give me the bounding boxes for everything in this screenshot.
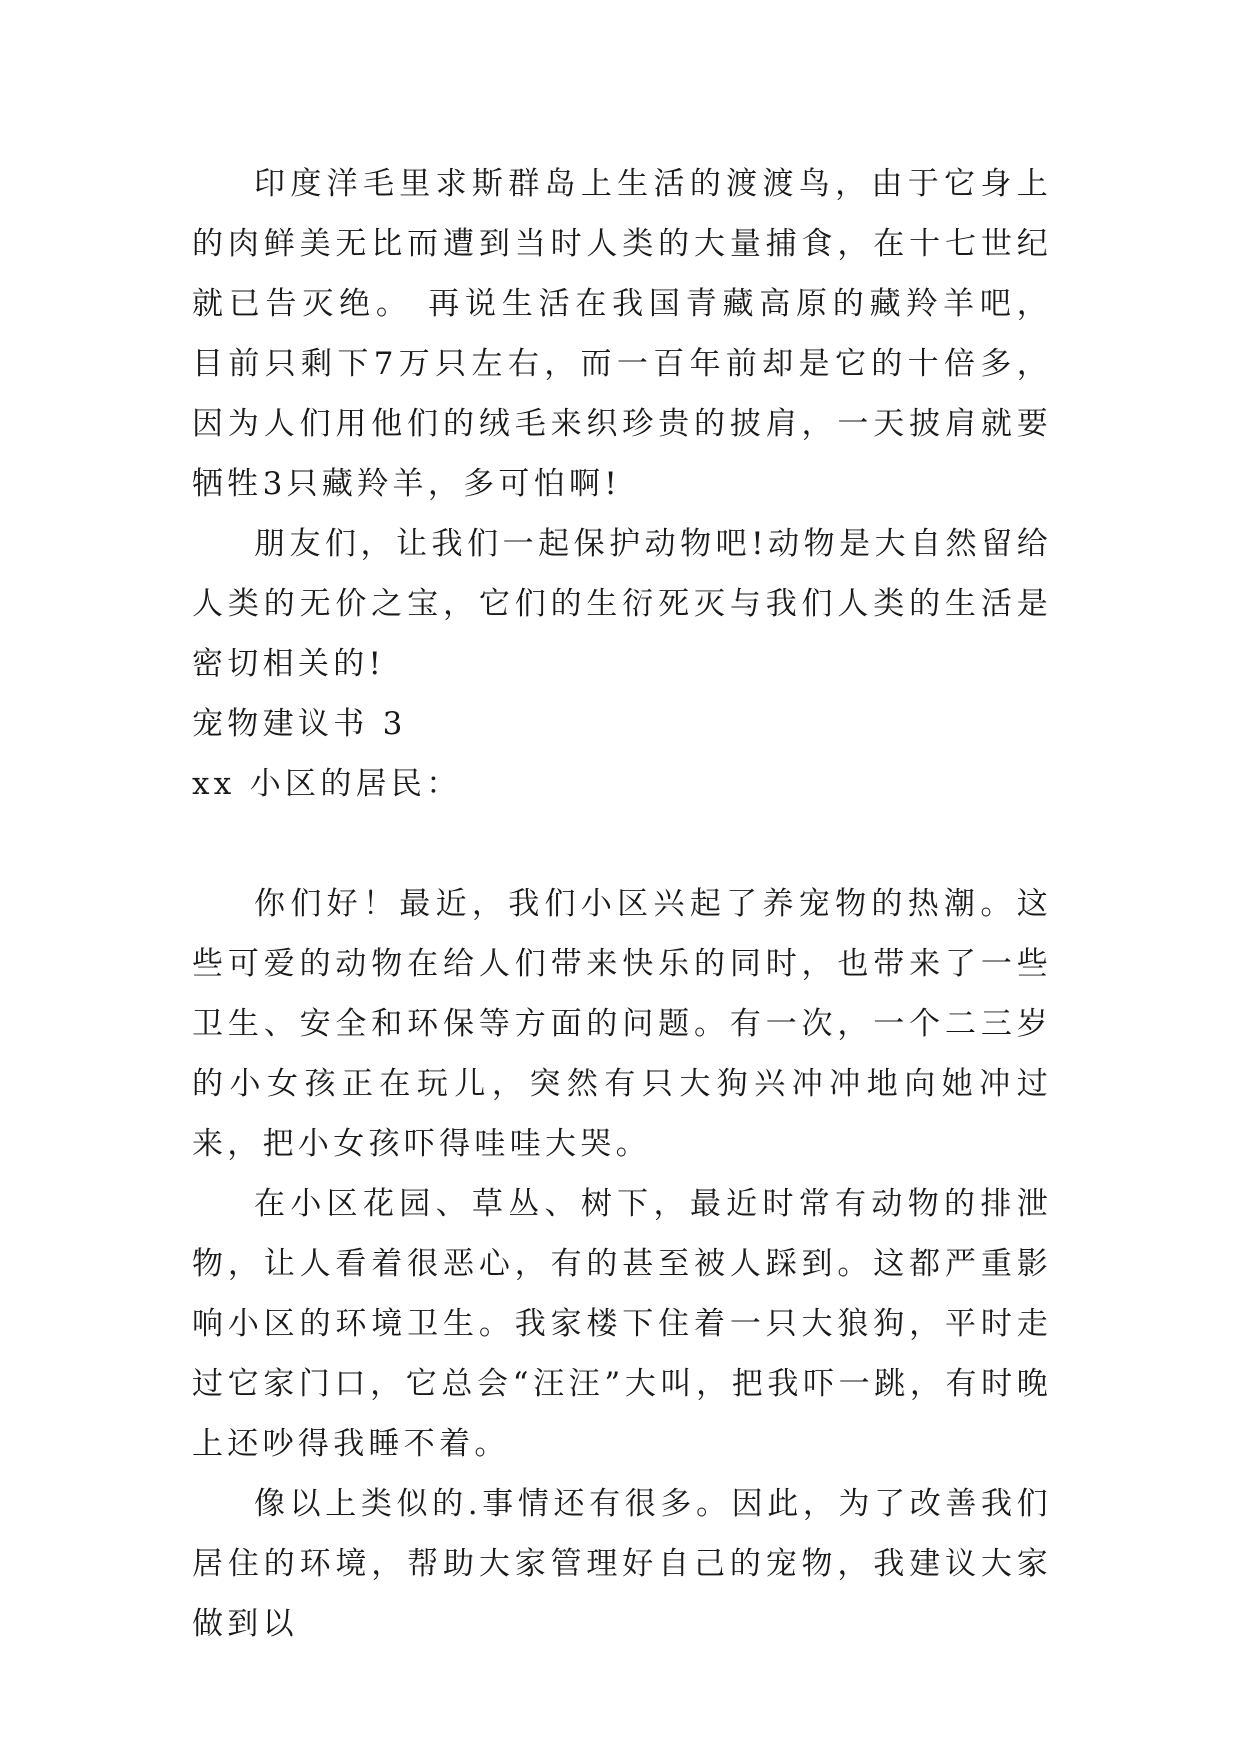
blank-line <box>192 814 1052 874</box>
paragraph-protect-animals: 朋友们，让我们一起保护动物吧!动物是大自然留给人类的无价之宝，它们的生衍死灭与我们人类的生活是密切相关的! <box>192 526 1052 682</box>
paragraph-hygiene: 在小区花园、草丛、树下，最近时常有动物的排泄物，让人看着很恶心，有的甚至被人踩到。这都严重影响小区的环境卫生。我家楼下住着一只大狼狗，平时走过它家门口，它总会“汪汪”大叫，把我吓一跳，有时晚上还吵得我睡不着。 <box>192 1186 1052 1462</box>
section-title: 宠物建议书 3 <box>192 706 407 742</box>
paragraph-greeting: 你们好！最近，我们小区兴起了养宠物的热潮。这些可爱的动物在给人们带来快乐的同时，也带来了一些卫生、安全和环保等方面的问题。有一次，一个二三岁的小女孩正在玩儿，突然有只大狗兴冲冲地向她冲过来，把小女孩吓得哇哇大哭。 <box>192 886 1052 1162</box>
paragraph-suggestion: 像以上类似的.事情还有很多。因此，为了改善我们居住的环境，帮助大家管理好自己的宠物，我建议大家做到以 <box>192 1486 1052 1642</box>
paragraph-dodo-tibetan-antelope: 印度洋毛里求斯群岛上生活的渡渡鸟，由于它身上的肉鲜美无比而遭到当时人类的大量捕食，在十七世纪就已告灭绝。 再说生活在我国青藏高原的藏羚羊吧，目前只剩下7万只左右，而一百年前却是它的十倍多，因为人们用他们的绒毛来织珍贵的披肩，一天披肩就要牺牲3只藏羚羊，多可怕啊! <box>192 166 1052 502</box>
document-body <box>192 154 1052 1654</box>
salutation: xx 小区的居民： <box>192 766 462 802</box>
